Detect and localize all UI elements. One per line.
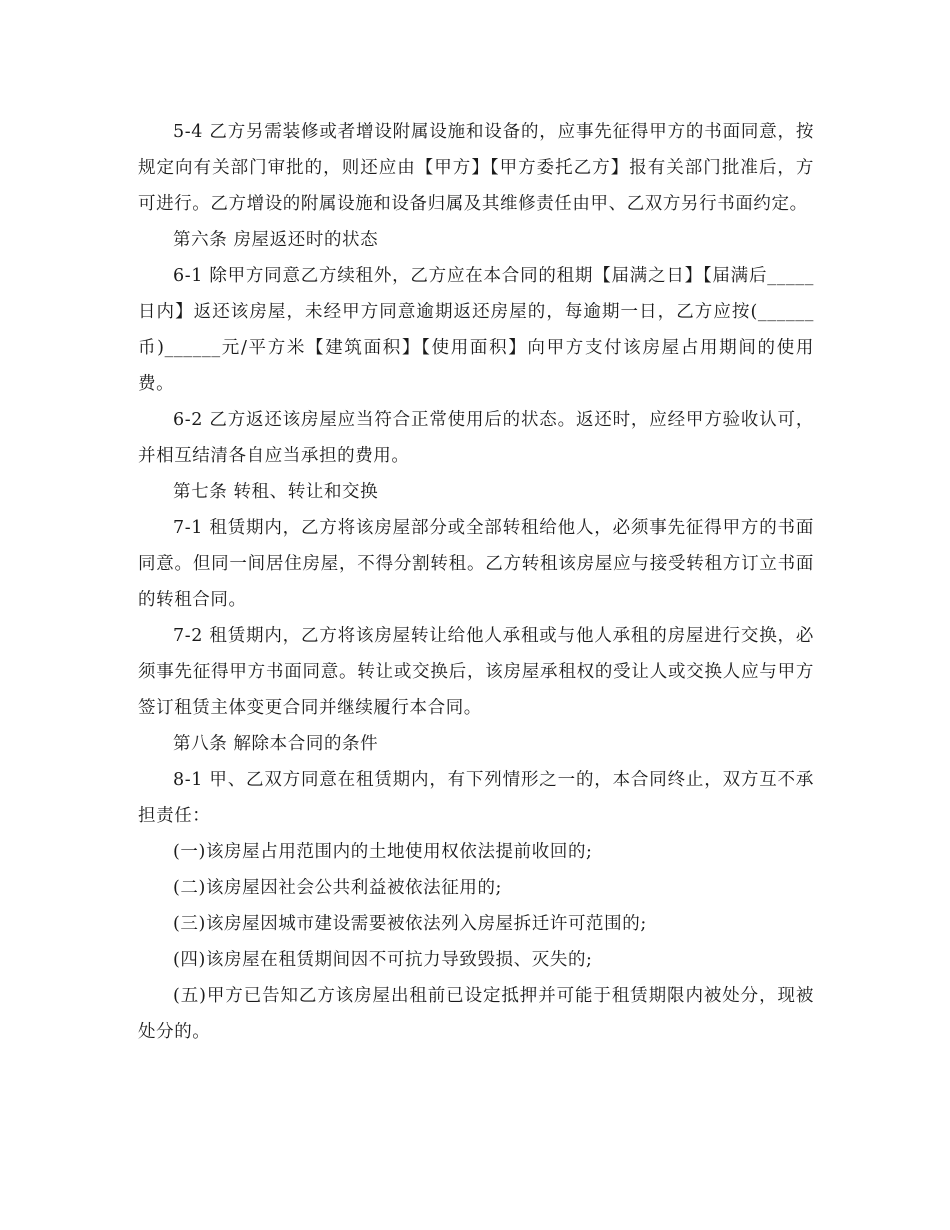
clause-8-1: 8-1 甲、乙双方同意在租赁期内，有下列情形之一的，本合同终止，双方互不承担责任：	[138, 770, 814, 826]
list-item-3: (三)该房屋因城市建设需要被依法列入房屋拆迁许可范围的;	[173, 914, 647, 934]
list-item-1: (一)该房屋占用范围内的土地使用权依法提前收回的;	[173, 842, 593, 862]
article-8-heading: 第八条 解除本合同的条件	[173, 734, 379, 754]
list-item-2: (二)该房屋因社会公共利益被依法征用的;	[173, 878, 503, 898]
clause-6-1: 6-1 除甲方同意乙方续租外，乙方应在本合同的租期【届满之日】【届满后_____日内】返还该房屋，未经甲方同意逾期返还房屋的，每逾期一日，乙方应按(______币)______元/平方米【建筑面积】【使用面积】向甲方支付该房屋占用期间的使用费。	[138, 266, 814, 394]
clause-7-1: 7-1 租赁期内，乙方将该房屋部分或全部转租给他人，必须事先征得甲方的书面同意。但同一间居住房屋，不得分割转租。乙方转租该房屋应与接受转租方订立书面的转租合同。	[138, 518, 814, 610]
article-6-heading: 第六条 房屋返还时的状态	[173, 230, 379, 250]
document-body	[138, 114, 814, 1050]
list-item-4: (四)该房屋在租赁期间因不可抗力导致毁损、灭失的;	[173, 950, 593, 970]
clause-6-2: 6-2 乙方返还该房屋应当符合正常使用后的状态。返还时，应经甲方验收认可，并相互结清各自应当承担的费用。	[138, 410, 814, 466]
clause-7-2: 7-2 租赁期内，乙方将该房屋转让给他人承租或与他人承租的房屋进行交换，必须事先征得甲方书面同意。转让或交换后，该房屋承租权的受让人或交换人应与甲方签订租赁主体变更合同并继续履行本合同。	[138, 626, 814, 718]
article-7-heading: 第七条 转租、转让和交换	[173, 482, 379, 502]
clause-5-4: 5-4 乙方另需装修或者增设附属设施和设备的，应事先征得甲方的书面同意，按规定向有关部门审批的，则还应由【甲方】【甲方委托乙方】报有关部门批准后，方可进行。乙方增设的附属设施和设备归属及其维修责任由甲、乙双方另行书面约定。	[138, 122, 814, 214]
list-item-5: (五)甲方已告知乙方该房屋出租前已设定抵押并可能于租赁期限内被处分，现被处分的。	[138, 986, 814, 1042]
